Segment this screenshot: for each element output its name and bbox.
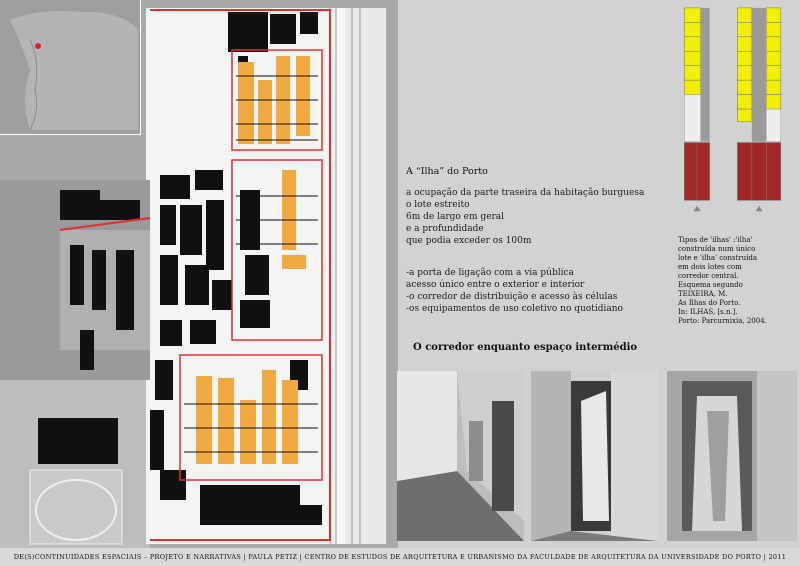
text-line: que podia exceder os 100m	[406, 236, 532, 246]
caption-line: TEIXEIRA, M.	[678, 290, 728, 298]
double-lot-ilha-diagram	[734, 7, 786, 213]
corridor-photo-3	[667, 371, 797, 541]
caption-line: lote e 'ilha' construída	[678, 254, 758, 262]
caption-line: Tipos de 'ilhas' :'ilha'	[678, 236, 753, 244]
location-marker-icon	[35, 43, 41, 49]
street-photo-1-image	[397, 371, 524, 541]
single-lot-ilha-diagram	[682, 7, 712, 213]
text-line: o lote estreito	[406, 200, 470, 210]
locator-inset-map	[0, 0, 141, 135]
corridor-photo-2-image	[531, 371, 658, 541]
corridor-photo-3-image	[667, 371, 797, 541]
caption-line: corredor central.	[678, 272, 739, 280]
caption-line: em dois lotes com	[678, 263, 742, 271]
caption-line: construída num único	[678, 245, 756, 253]
caption-line: In: ILHAS, [s.n.].	[678, 308, 738, 316]
street-photo-1	[397, 371, 524, 541]
section-subtitle: O corredor enquanto espaço intermédio	[413, 342, 638, 353]
entrance-marker-icon	[693, 206, 700, 211]
text-line: acesso único entre o exterior e interior	[406, 280, 585, 290]
section-heading: A “Ilha” do Porto	[406, 166, 488, 177]
caption-line: Esquema segundo	[678, 281, 743, 289]
text-line: a ocupação da parte traseira da habitação burguesa	[406, 188, 645, 198]
corridor-photo-2	[531, 371, 658, 541]
entrance-marker-icon	[755, 206, 762, 211]
caption-line: Porto: Parcurnixia, 2004.	[678, 317, 767, 325]
iberia-locator-drawing	[0, 0, 140, 134]
text-line: -os equipamentos de uso coletivo no quotidiano	[406, 304, 623, 314]
text-line: -o corredor de distribuição e acesso às células	[406, 292, 618, 302]
diagram-caption	[678, 236, 788, 326]
footer-credits: DE(S)CONTINUIDADES ESPACIAIS – PROJETO E NARRATIVAS | PAULA PETIZ | CENTRO DE ESTUDOS DE ARQUITETURA E URBANISMO DA FACULDADE DE ARQUITETURA DA UNIVERSIDADE DO PORTO | 2011	[0, 548, 800, 566]
text-line: 6m de largo em geral	[406, 212, 505, 222]
caption-line: As Ilhas do Porto.	[678, 299, 741, 307]
text-line: e a profundidade	[406, 224, 484, 234]
text-line: -a porta de ligação com a via pública	[406, 268, 574, 278]
